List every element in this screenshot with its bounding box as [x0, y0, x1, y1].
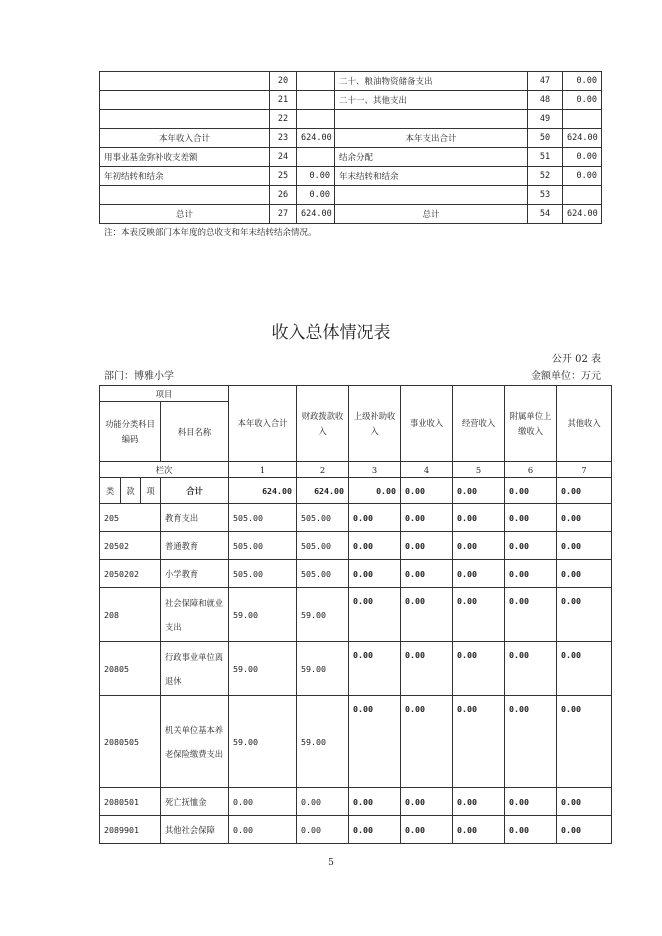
row-value: 59.00 — [297, 696, 349, 788]
total-value: 624.00 — [229, 478, 297, 504]
row-value: 0.00 — [557, 816, 612, 844]
row-value: 0.00 — [505, 816, 557, 844]
subject-name: 其他社会保障 — [161, 816, 229, 844]
row-value: 0.00 — [349, 816, 401, 844]
row-value: 0.00 — [401, 532, 453, 560]
header-col-1: 本年收入合计 — [229, 386, 297, 462]
total-value: 0.00 — [505, 478, 557, 504]
subject-name: 机关单位基本养老保险缴费支出 — [161, 696, 229, 788]
income-row — [100, 788, 612, 816]
subject-name: 普通教育 — [161, 532, 229, 560]
expense-item: 总计 — [335, 205, 528, 224]
row-value: 505.00 — [229, 532, 297, 560]
income-line-no: 26 — [270, 186, 297, 205]
income-amount — [297, 72, 335, 91]
subject-name: 教育支出 — [161, 504, 229, 532]
income-row — [100, 696, 612, 788]
income-line-no: 22 — [270, 110, 297, 129]
expense-amount — [563, 110, 602, 129]
subject-code: 208 — [100, 588, 161, 642]
row-value: 0.00 — [453, 696, 505, 788]
summary-row — [100, 72, 602, 91]
column-number: 3 — [349, 462, 401, 478]
row-value: 0.00 — [401, 588, 453, 642]
expense-line-no: 54 — [528, 205, 563, 224]
row-value: 505.00 — [229, 560, 297, 588]
summary-row — [100, 186, 602, 205]
row-value: 505.00 — [297, 560, 349, 588]
income-row — [100, 560, 612, 588]
income-item — [100, 91, 270, 110]
subject-name: 死亡抚恤金 — [161, 788, 229, 816]
subject-name: 行政事业单位离退休 — [161, 642, 229, 696]
row-value: 0.00 — [349, 588, 401, 642]
income-item: 本年收入合计 — [100, 129, 270, 148]
column-number: 1 — [229, 462, 297, 478]
income-item: 总计 — [100, 205, 270, 224]
expense-item — [335, 186, 528, 205]
row-value: 0.00 — [349, 696, 401, 788]
row-value: 0.00 — [349, 642, 401, 696]
form-number: 公开 02 表 — [551, 354, 601, 365]
department-label: 部门：博雅小学 — [104, 371, 174, 382]
income-amount — [297, 148, 335, 167]
income-row — [100, 532, 612, 560]
row-value: 0.00 — [505, 588, 557, 642]
column-number: 4 — [401, 462, 453, 478]
total-value: 0.00 — [401, 478, 453, 504]
row-value: 505.00 — [297, 504, 349, 532]
row-value: 0.00 — [349, 504, 401, 532]
income-line-no: 24 — [270, 148, 297, 167]
income-table-body — [100, 386, 612, 844]
page-number: 5 — [328, 858, 334, 868]
table-note: 注：本表反映部门本年度的总收支和年末结转结余情况。 — [104, 228, 317, 238]
expense-item: 本年支出合计 — [335, 129, 528, 148]
income-amount: 0.00 — [297, 186, 335, 205]
income-row — [100, 642, 612, 696]
expense-amount: 0.00 — [563, 148, 602, 167]
expense-amount — [563, 186, 602, 205]
header-name: 科目名称 — [161, 402, 229, 462]
expense-line-no: 48 — [528, 91, 563, 110]
row-value: 0.00 — [453, 642, 505, 696]
row-value: 0.00 — [401, 560, 453, 588]
row-value: 59.00 — [229, 642, 297, 696]
header-col-3: 上级补助收入 — [349, 386, 401, 462]
expense-line-no: 52 — [528, 167, 563, 186]
header-col-7: 其他收入 — [557, 386, 612, 462]
row-value: 0.00 — [557, 696, 612, 788]
total-value: 0.00 — [349, 478, 401, 504]
total-row — [100, 478, 612, 504]
header-lanci: 栏次 — [100, 462, 229, 478]
row-value: 505.00 — [297, 532, 349, 560]
row-value: 0.00 — [297, 788, 349, 816]
summary-row — [100, 129, 602, 148]
income-amount: 624.00 — [297, 129, 335, 148]
summary-row — [100, 148, 602, 167]
income-line-no: 20 — [270, 72, 297, 91]
row-value: 0.00 — [453, 504, 505, 532]
summary-row — [100, 167, 602, 186]
row-value: 0.00 — [505, 532, 557, 560]
row-value: 0.00 — [453, 788, 505, 816]
summary-row — [100, 110, 602, 129]
row-value: 0.00 — [349, 788, 401, 816]
row-value: 59.00 — [229, 588, 297, 642]
unit-label: 金额单位：万元 — [531, 371, 601, 382]
subject-code: 205 — [100, 504, 161, 532]
row-value: 0.00 — [557, 788, 612, 816]
column-number: 6 — [505, 462, 557, 478]
code-level-xiang: 项 — [141, 478, 161, 504]
column-number: 5 — [453, 462, 505, 478]
subject-code: 2080505 — [100, 696, 161, 788]
total-value: 0.00 — [453, 478, 505, 504]
income-row — [100, 588, 612, 642]
page-title: 收入总体情况表 — [271, 323, 391, 343]
expense-amount: 0.00 — [563, 167, 602, 186]
expense-line-no: 50 — [528, 129, 563, 148]
header-col-4: 事业收入 — [401, 386, 453, 462]
row-value: 0.00 — [297, 816, 349, 844]
row-value: 0.00 — [557, 504, 612, 532]
row-value: 0.00 — [557, 532, 612, 560]
code-level-lei: 类 — [100, 478, 121, 504]
column-number: 2 — [297, 462, 349, 478]
subject-name: 社会保障和就业支出 — [161, 588, 229, 642]
row-value: 0.00 — [505, 642, 557, 696]
row-value: 0.00 — [401, 642, 453, 696]
income-item: 年初结转和结余 — [100, 167, 270, 186]
summary-table-body — [100, 72, 602, 224]
row-value: 0.00 — [505, 788, 557, 816]
row-value: 0.00 — [505, 504, 557, 532]
row-value: 0.00 — [349, 532, 401, 560]
row-value: 0.00 — [453, 588, 505, 642]
subject-code: 2050202 — [100, 560, 161, 588]
header-col-2: 财政拨款收入 — [297, 386, 349, 462]
expense-item: 结余分配 — [335, 148, 528, 167]
income-row — [100, 504, 612, 532]
header-col-6: 附属单位上缴收入 — [505, 386, 557, 462]
row-value: 0.00 — [401, 816, 453, 844]
income-amount: 624.00 — [297, 205, 335, 224]
income-line-no: 25 — [270, 167, 297, 186]
expense-amount: 624.00 — [563, 129, 602, 148]
subject-code: 20805 — [100, 642, 161, 696]
expense-item: 二十、粮油物资储备支出 — [335, 72, 528, 91]
summary-row — [100, 91, 602, 110]
row-value: 0.00 — [401, 696, 453, 788]
column-number: 7 — [557, 462, 612, 478]
income-item — [100, 186, 270, 205]
income-row — [100, 816, 612, 844]
subject-code: 2080501 — [100, 788, 161, 816]
header-col-5: 经营收入 — [453, 386, 505, 462]
row-value: 59.00 — [297, 588, 349, 642]
header-code: 功能分类科目编码 — [100, 402, 161, 462]
header-project: 项目 — [100, 386, 229, 402]
summary-row — [100, 205, 602, 224]
income-line-no: 23 — [270, 129, 297, 148]
row-value: 0.00 — [453, 816, 505, 844]
row-value: 0.00 — [453, 560, 505, 588]
row-value: 0.00 — [401, 504, 453, 532]
row-value: 0.00 — [505, 560, 557, 588]
expense-item — [335, 110, 528, 129]
subject-code: 20502 — [100, 532, 161, 560]
subject-name: 小学教育 — [161, 560, 229, 588]
income-amount — [297, 91, 335, 110]
expense-line-no: 47 — [528, 72, 563, 91]
row-value: 0.00 — [229, 816, 297, 844]
row-value: 0.00 — [557, 560, 612, 588]
code-level-kuan: 款 — [121, 478, 141, 504]
column-number-row — [100, 462, 612, 478]
row-value: 0.00 — [557, 642, 612, 696]
row-value: 59.00 — [297, 642, 349, 696]
row-value: 0.00 — [557, 588, 612, 642]
total-label: 合计 — [161, 478, 229, 504]
income-line-no: 27 — [270, 205, 297, 224]
total-value: 624.00 — [297, 478, 349, 504]
income-overview-table — [99, 385, 612, 844]
row-value: 59.00 — [229, 696, 297, 788]
income-amount: 0.00 — [297, 167, 335, 186]
income-item — [100, 110, 270, 129]
expense-item: 年末结转和结余 — [335, 167, 528, 186]
row-value: 0.00 — [229, 788, 297, 816]
income-item — [100, 72, 270, 91]
income-amount — [297, 110, 335, 129]
expense-line-no: 53 — [528, 186, 563, 205]
expense-amount: 624.00 — [563, 205, 602, 224]
row-value: 0.00 — [505, 696, 557, 788]
row-value: 0.00 — [453, 532, 505, 560]
expense-line-no: 51 — [528, 148, 563, 167]
income-item: 用事业基金弥补收支差额 — [100, 148, 270, 167]
expense-line-no: 49 — [528, 110, 563, 129]
subject-code: 2089901 — [100, 816, 161, 844]
income-line-no: 21 — [270, 91, 297, 110]
row-value: 0.00 — [401, 788, 453, 816]
expense-amount: 0.00 — [563, 91, 602, 110]
expense-amount: 0.00 — [563, 72, 602, 91]
row-value: 505.00 — [229, 504, 297, 532]
expense-item: 二十一、其他支出 — [335, 91, 528, 110]
total-value: 0.00 — [557, 478, 612, 504]
income-expense-summary-table — [99, 71, 602, 224]
row-value: 0.00 — [349, 560, 401, 588]
